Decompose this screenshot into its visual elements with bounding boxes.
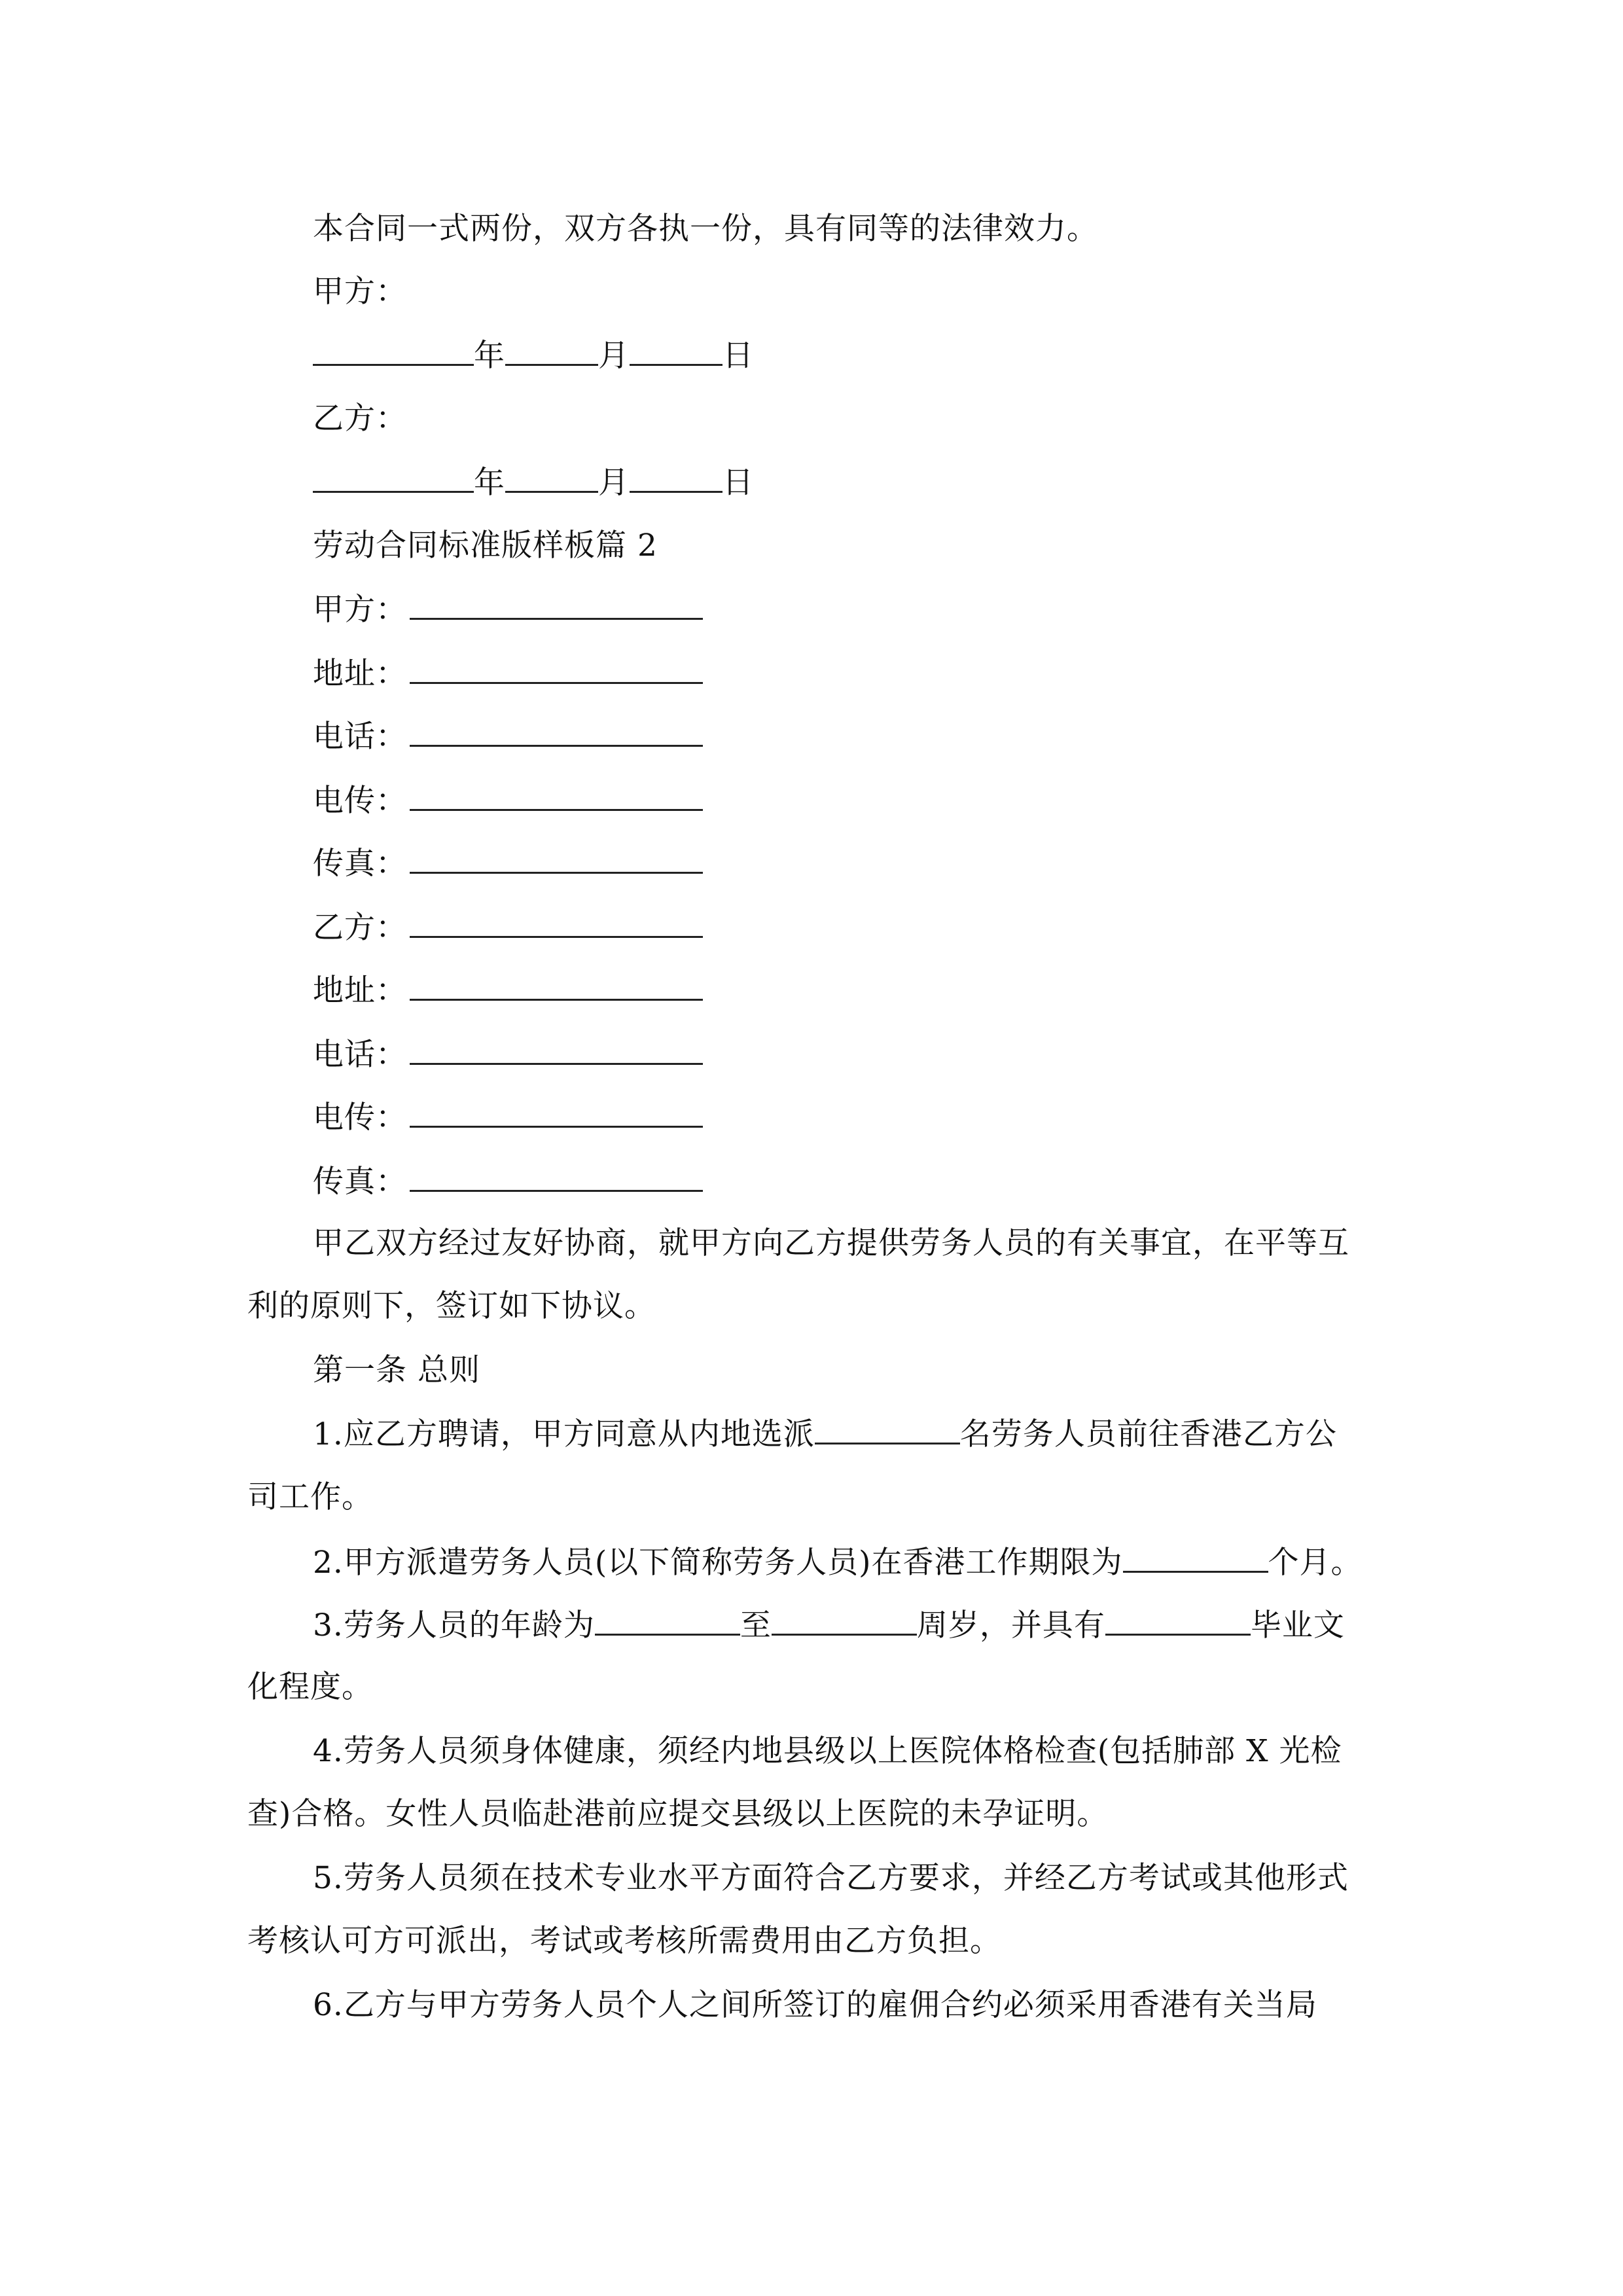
month-label: 月 xyxy=(598,465,630,501)
clause-text: 个月。 xyxy=(1268,1545,1363,1581)
field-label: 地址： xyxy=(313,656,407,692)
clause-4-line-1: 4.劳务人员须身体健康，须经内地县级以上医院体格检查(包括肺部 X 光检 xyxy=(313,1733,1342,1769)
clause-text: 至 xyxy=(740,1607,772,1643)
field-label: 电话： xyxy=(313,719,407,755)
clause-3-line-2: 化程度。 xyxy=(247,1669,373,1705)
count-blank[interactable] xyxy=(815,1414,960,1444)
party-a-date-line xyxy=(313,335,754,376)
clause-text: 周岁，并具有 xyxy=(916,1607,1105,1643)
preamble-line-2: 利的原则下，签订如下协议。 xyxy=(247,1288,656,1324)
field-label: 地址： xyxy=(313,973,407,1009)
field-blank[interactable] xyxy=(410,843,703,874)
field-row xyxy=(313,1097,703,1138)
field-row xyxy=(313,1034,703,1075)
field-blank[interactable] xyxy=(410,907,703,938)
field-blank[interactable] xyxy=(410,1034,703,1065)
month-blank[interactable] xyxy=(505,462,598,493)
day-label: 日 xyxy=(722,465,754,501)
field-row xyxy=(313,653,703,694)
field-row xyxy=(313,589,703,630)
field-label: 电传： xyxy=(313,1100,407,1136)
clause-5-line-2: 考核认可方可派出，考试或考核所需费用由乙方负担。 xyxy=(247,1923,1001,1959)
clause-4-line-2: 查)合格。女性人员临赴港前应提交县级以上医院的未孕证明。 xyxy=(247,1796,1109,1832)
preamble-line-1: 甲乙双方经过友好协商，就甲方向乙方提供劳务人员的有关事宜，在平等互 xyxy=(313,1225,1349,1261)
field-blank[interactable] xyxy=(410,780,703,811)
months-blank[interactable] xyxy=(1123,1542,1268,1573)
field-blank[interactable] xyxy=(410,970,703,1001)
day-blank[interactable] xyxy=(630,462,722,493)
field-label: 电话： xyxy=(313,1037,407,1073)
clause-1-line-1 xyxy=(313,1414,1337,1454)
min-age-blank[interactable] xyxy=(595,1605,740,1636)
copies-sentence: 本合同一式两份，双方各执一份，具有同等的法律效力。 xyxy=(313,211,1098,247)
field-blank[interactable] xyxy=(410,1097,703,1128)
month-blank[interactable] xyxy=(505,335,598,366)
clause-text: 名劳务人员前往香港乙方公 xyxy=(959,1416,1337,1452)
field-row xyxy=(313,780,703,821)
clause-text: 2.甲方派遣劳务人员(以下简称劳务人员)在香港工作期限为 xyxy=(313,1545,1123,1581)
field-row xyxy=(313,843,703,884)
party-b-date-line xyxy=(313,462,754,503)
field-blank[interactable] xyxy=(410,1161,703,1192)
section-title: 劳动合同标准版样板篇 2 xyxy=(313,528,658,564)
month-label: 月 xyxy=(598,338,630,374)
party-b-label: 乙方： xyxy=(313,401,407,437)
clause-3-line-1 xyxy=(313,1605,1345,1645)
year-blank[interactable] xyxy=(313,462,474,493)
field-label: 甲方： xyxy=(313,592,407,628)
party-a-label: 甲方： xyxy=(313,274,407,310)
field-label: 电传： xyxy=(313,783,407,819)
clause-5-line-1: 5.劳务人员须在技术专业水平方面符合乙方要求，并经乙方考试或其他形式 xyxy=(313,1860,1349,1896)
field-row xyxy=(313,907,703,948)
field-blank[interactable] xyxy=(410,589,703,620)
day-blank[interactable] xyxy=(630,335,722,366)
field-row xyxy=(313,1161,703,1202)
clause-2 xyxy=(313,1542,1363,1583)
clause-6-line-1: 6.乙方与甲方劳务人员个人之间所签订的雇佣合约必须采用香港有关当局 xyxy=(313,1987,1317,2023)
clause-text: 毕业文 xyxy=(1250,1607,1345,1643)
clause-1-line-2: 司工作。 xyxy=(247,1479,373,1515)
field-blank[interactable] xyxy=(410,653,703,684)
year-label: 年 xyxy=(474,465,505,501)
year-label: 年 xyxy=(474,338,505,374)
year-blank[interactable] xyxy=(313,335,474,366)
field-label: 传真： xyxy=(313,846,407,882)
clause-text: 3.劳务人员的年龄为 xyxy=(313,1607,595,1643)
field-label: 乙方： xyxy=(313,910,407,946)
day-label: 日 xyxy=(722,338,754,374)
field-row xyxy=(313,716,703,757)
field-label: 传真： xyxy=(313,1164,407,1200)
max-age-blank[interactable] xyxy=(772,1605,917,1636)
clause-text: 1.应乙方聘请，甲方同意从内地选派 xyxy=(313,1416,815,1452)
field-row xyxy=(313,970,703,1011)
article-title: 第一条 总则 xyxy=(313,1352,480,1388)
field-blank[interactable] xyxy=(410,716,703,747)
education-blank[interactable] xyxy=(1105,1605,1251,1636)
